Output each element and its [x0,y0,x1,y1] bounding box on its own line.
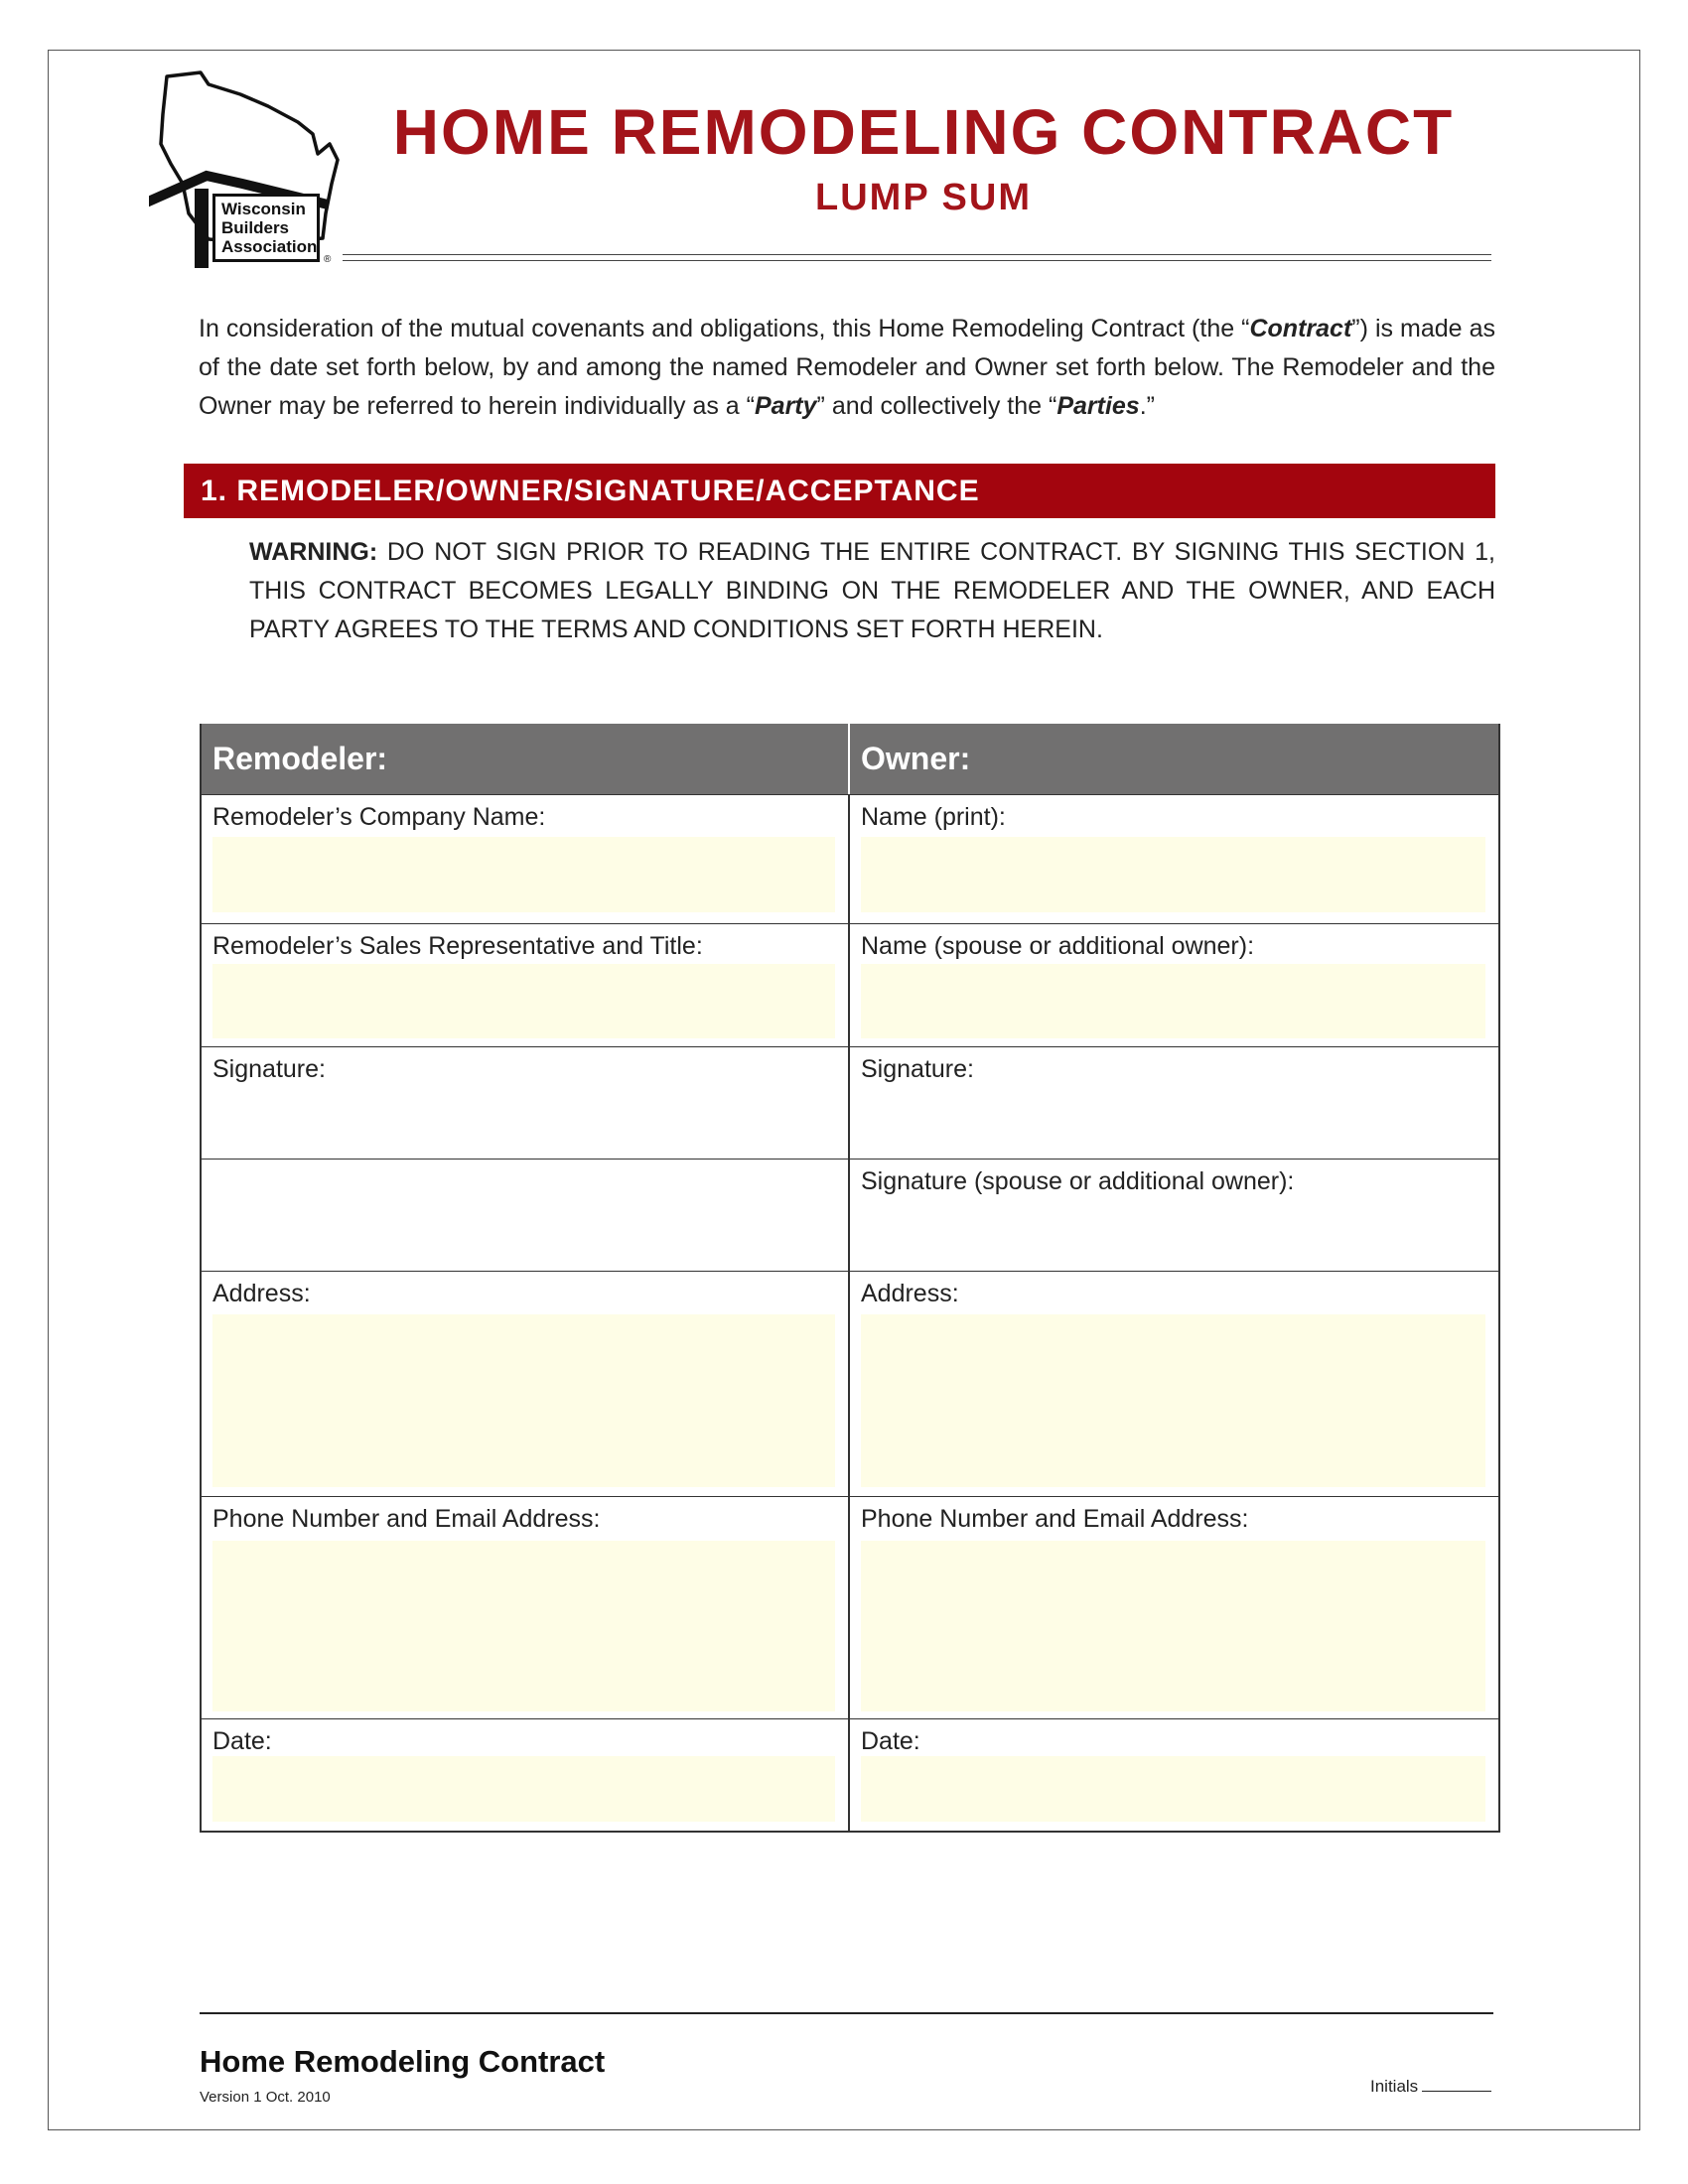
initials-line [1422,2091,1491,2092]
document-subtitle: LUMP SUM [815,177,1032,218]
remodeler-date-cell [202,1719,850,1831]
spouse-name-field[interactable] [861,964,1485,1038]
owner-date-label: Date: [861,1727,920,1755]
owner-name-field[interactable] [861,837,1485,912]
form-header-row [202,724,1498,794]
header-rule [343,254,1491,255]
remodeler-date-label: Date: [212,1727,272,1755]
remodeler-address-field[interactable] [212,1314,835,1487]
company-name-label: Remodeler’s Company Name: [212,803,546,831]
remodeler-contact-cell [202,1497,850,1718]
owner-date-cell [850,1719,1498,1831]
owner-date-field[interactable] [861,1756,1485,1822]
section-1-heading: 1. REMODELER/OWNER/SIGNATURE/ACCEPTANCE [184,464,1495,518]
owner-contact-field[interactable] [861,1541,1485,1711]
term-parties: Parties [1056,392,1140,420]
form-row-contact [202,1496,1498,1718]
wba-logo-text [212,194,320,262]
sales-rep-cell [202,924,850,1046]
sales-rep-field[interactable] [212,964,835,1038]
remodeler-date-field[interactable] [212,1756,835,1822]
logo-line-1: Wisconsin [221,200,306,218]
term-contract: Contract [1249,315,1352,342]
initials-label: Initials [1370,2077,1419,2096]
form-row-date [202,1718,1498,1831]
owner-contact-cell [850,1497,1498,1718]
spouse-name-cell [850,924,1498,1046]
signature-form [200,724,1500,1833]
spouse-signature-label: Signature (spouse or additional owner): [861,1167,1295,1195]
warning-label: WARNING: [249,538,378,566]
logo-line-3: Association [221,237,318,256]
intro-paragraph: In consideration of the mutual covenants and obligations, this Home Remodeling Contract (the “Contract”) is made as of the date set forth below, by and among the named Remodeler and Owner set forth below. The Remodeler and the Owner may be referred to herein individually as a “Party” and collectively the “Parties.” [199,315,1495,420]
remodeler-contact-label: Phone Number and Email Address: [212,1505,601,1533]
footer-rule [200,2012,1493,2014]
remodeler-header: Remodeler: [202,724,850,794]
owner-address-label: Address: [861,1280,959,1307]
owner-name-cell [850,795,1498,923]
document-title: HOME REMODELING CONTRACT [392,96,1455,168]
remodeler-address-label: Address: [212,1280,311,1307]
spouse-signature-cell[interactable] [850,1160,1498,1271]
header-rule-2 [343,260,1491,261]
owner-signature-label: Signature: [861,1055,974,1083]
owner-name-label: Name (print): [861,803,1006,831]
form-row-signature [202,1046,1498,1159]
term-party: Party [755,392,817,420]
footer-title: Home Remodeling Contract [200,2044,606,2079]
owner-contact-label: Phone Number and Email Address: [861,1505,1249,1533]
owner-header: Owner: [861,741,971,776]
form-row-rep [202,923,1498,1046]
owner-address-cell [850,1272,1498,1496]
owner-address-field[interactable] [861,1314,1485,1487]
footer-version: Version 1 Oct. 2010 [200,2089,331,2106]
initials-field[interactable] [1370,2077,1491,2097]
remodeler-signature-cell[interactable] [202,1047,850,1159]
sales-rep-label: Remodeler’s Sales Representative and Title: [212,932,703,960]
owner-signature-cell[interactable] [850,1047,1498,1159]
logo-line-2: Builders [221,218,290,237]
remodeler-address-cell [202,1272,850,1496]
remodeler-contact-field[interactable] [212,1541,835,1711]
empty-cell [202,1160,850,1271]
form-row-address [202,1271,1498,1496]
remodeler-signature-label: Signature: [212,1055,326,1083]
form-row-names [202,794,1498,923]
company-name-cell [202,795,850,923]
form-row-spouse-signature [202,1159,1498,1271]
warning-text: WARNING: DO NOT SIGN PRIOR TO READING THE ENTIRE CONTRACT. BY SIGNING THIS SECTION 1, THIS CONTRACT BECOMES LEGALLY BINDING ON THE REMODELER AND THE OWNER, AND EACH PARTY AGREES TO THE TERMS AND CONDITIONS SET FORTH HEREIN. [249,538,1495,643]
company-name-field[interactable] [212,837,835,912]
spouse-name-label: Name (spouse or additional owner): [861,932,1255,960]
registered-mark: ® [324,254,332,265]
